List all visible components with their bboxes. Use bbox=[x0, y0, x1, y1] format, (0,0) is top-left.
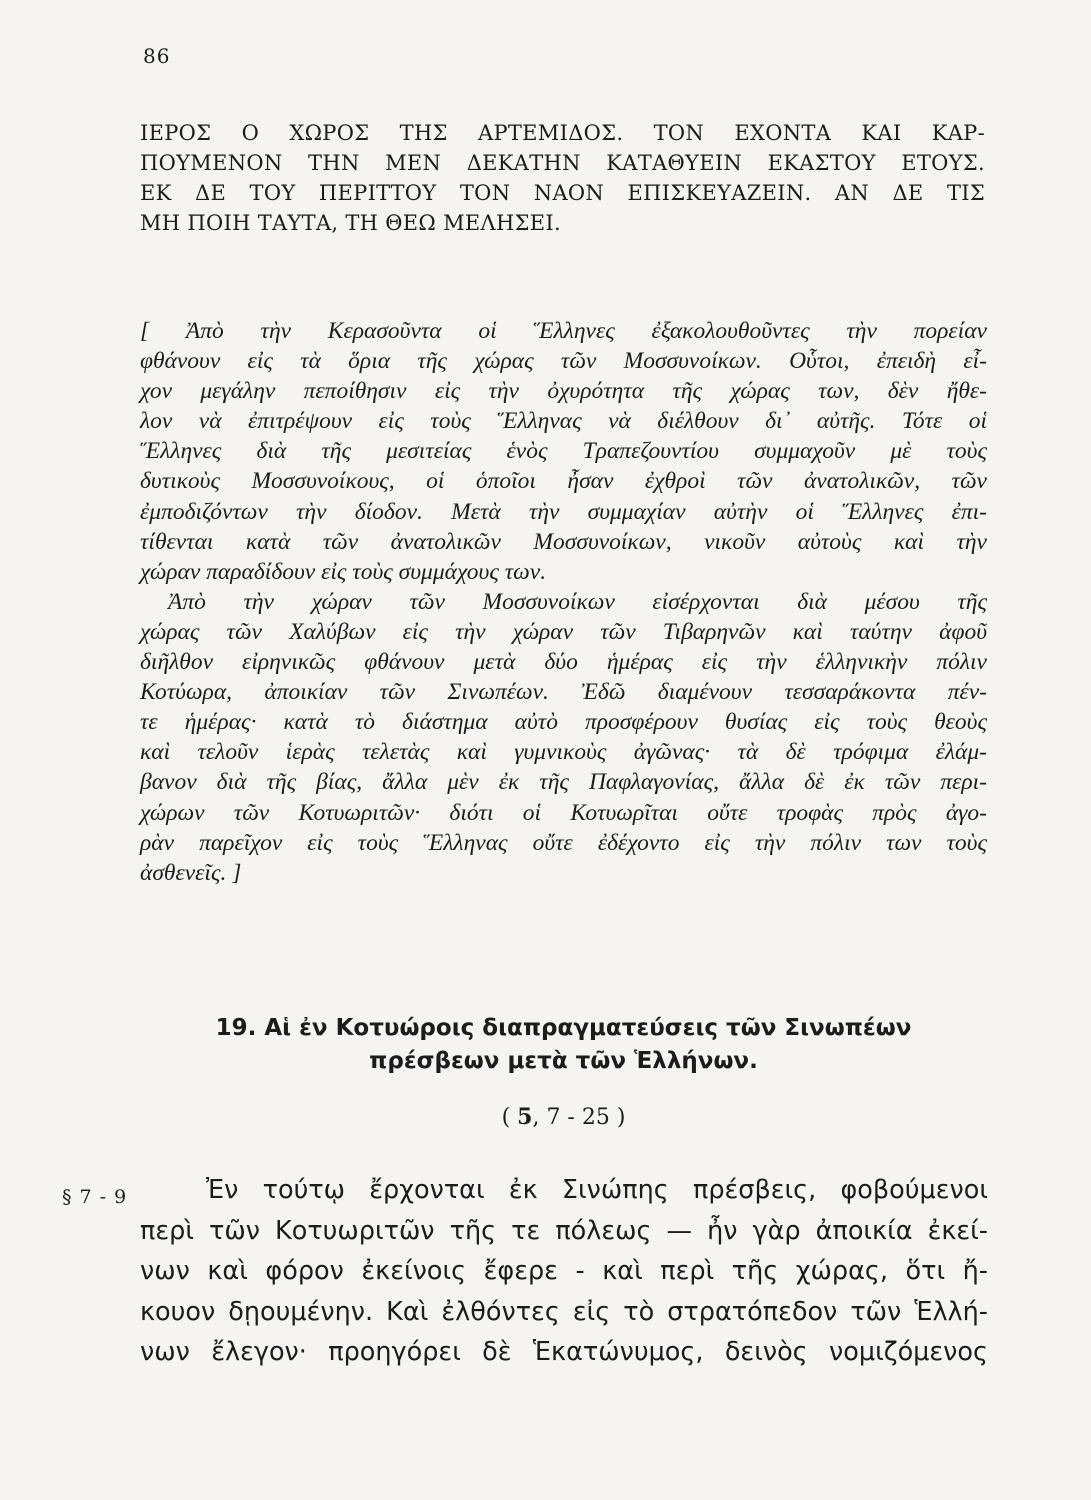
summary-line: τε ἡμέρας· κατὰ τὸ διάστημα αὐτὸ προσφέρουν θυσίας εἰς τοὺς θεοὺς bbox=[140, 709, 987, 736]
summary-line: ἀσθενεῖς. ] bbox=[140, 859, 242, 886]
summary-line: τίθενται κατὰ τῶν ἀνατολικῶν Μοσσυνοίκων, νικοῦν αὐτοὺς καὶ τὴν bbox=[140, 528, 987, 555]
chapter-ref-range: , 7 - 25 ) bbox=[532, 1105, 626, 1130]
summary-paragraph bbox=[140, 316, 987, 888]
summary-line: καὶ τελοῦν ἱερὰς τελετὰς καὶ γυμνικοὺς ἀγῶνας· τὰ δὲ τρόφιμα ἐλάμ- bbox=[140, 739, 987, 766]
summary-line: Κοτύωρα, ἀποικίαν τῶν Σινωπέων. Ἐδῶ διαμένουν τεσσαράκοντα πέν- bbox=[140, 679, 987, 706]
summary-line: χώρας τῶν Χαλύβων εἰς τὴν χώραν τῶν Τιβαρηνῶν καὶ ταύτην ἀφοῦ bbox=[140, 618, 987, 645]
summary-line: φθάνουν εἰς τὰ ὅρια τῆς χώρας τῶν Μοσσυνοίκων. Οὗτοι, ἐπειδὴ εἶ- bbox=[140, 348, 987, 375]
inscription-line: ΠΟΥΜΕΝΟΝ ΤΗΝ ΜΕΝ ΔΕΚΑΤΗΝ ΚΑΤΑΘΥΕΙΝ ΕΚΑΣΤΟΥ ΕΤΟΥΣ. bbox=[140, 151, 985, 175]
page-number: 86 bbox=[143, 44, 171, 68]
summary-line: χώραν παραδίδουν εἰς τοὺς συμμάχους των. bbox=[140, 558, 547, 585]
summary-line: δυτικοὺς Μοσσυνοίκους, οἱ ὁποῖοι ἦσαν ἐχθροὶ τῶν ἀνατολικῶν, τῶν bbox=[140, 468, 987, 495]
summary-line: ρὰν παρεῖχον εἰς τοὺς Ἕλληνας οὔτε ἐδέχοντο εἰς τὴν πόλιν των τοὺς bbox=[140, 829, 987, 856]
summary-line: χώρων τῶν Κοτυωριτῶν· διότι οἱ Κοτυωρῖται οὔτε τροφὰς πρὸς ἀγο- bbox=[140, 799, 987, 826]
body-line: νων ἔλεγον· προηγόρει δὲ Ἑκατώνυμος, δεινὸς νομιζόμενος bbox=[140, 1337, 988, 1367]
chapter-heading bbox=[140, 1012, 987, 1078]
chapter-ref-book: 5 bbox=[517, 1104, 533, 1130]
chapter-number: 19. bbox=[215, 1015, 257, 1041]
summary-line: ἐμποδιζόντων τὴν δίοδον. Μετὰ τὴν συμμαχίαν αὐτὴν οἱ Ἕλληνες ἐπι- bbox=[140, 498, 987, 525]
chapter-title-line-1 bbox=[140, 1012, 987, 1045]
body-line: νων καὶ φόρον ἐκείνοις ἔφερε - καὶ περὶ τῆς χώρας, ὅτι ἤ- bbox=[140, 1256, 988, 1286]
inscription-text bbox=[140, 118, 985, 238]
chapter-ref-open: ( bbox=[501, 1105, 518, 1130]
body-line: Ἐν τούτῳ ἔρχονται ἐκ Σινώπης πρέσβεις, φοβούμενοι bbox=[206, 1175, 988, 1205]
summary-line: Ἀπὸ τὴν χώραν τῶν Μοσσυνοίκων εἰσέρχονται διὰ μέσου τῆς bbox=[168, 588, 987, 615]
chapter-reference bbox=[140, 1104, 987, 1130]
inscription-line: ΙΕΡΟΣ Ο ΧΩΡΟΣ ΤΗΣ ΑΡΤΕΜΙΔΟΣ. ΤΟΝ ΕΧΟΝΤΑ ΚΑΙ ΚΑΡ- bbox=[140, 121, 985, 145]
summary-line: Ἕλληνες διὰ τῆς μεσιτείας ἑνὸς Τραπεζουντίου συμμαχοῦν μὲ τοὺς bbox=[140, 438, 987, 465]
inscription-line: ΕΚ ΔΕ ΤΟΥ ΠΕΡΙΤΤΟΥ ΤΟΝ ΝΑΟΝ ΕΠΙΣΚΕΥΑΖΕΙΝ. ΑΝ ΔΕ ΤΙΣ bbox=[140, 181, 985, 205]
chapter-title-line-2: πρέσβεων μετὰ τῶν Ἑλλήνων. bbox=[369, 1048, 758, 1074]
summary-line: [ Ἀπὸ τὴν Κερασοῦντα οἱ Ἕλληνες ἐξακολουθοῦντες τὴν πορείαν bbox=[140, 318, 987, 344]
summary-line: λον νὰ ἐπιτρέψουν εἰς τοὺς Ἕλληνας νὰ διέλθουν δι᾽ αὐτῆς. Τότε οἱ bbox=[140, 408, 987, 435]
inscription-line: ΜΗ ΠΟΙΗ ΤΑΥΤΑ, ΤΗ ΘΕΩ ΜΕΛΗΣΕΙ. bbox=[140, 211, 561, 235]
chapter-title-text: Αἱ ἐν Κοτυώροις διαπραγματεύσεις τῶν Σινωπέων bbox=[264, 1015, 912, 1041]
body-line: περὶ τῶν Κοτυωριτῶν τῆς τε πόλεως — ἦν γὰρ ἀποικία ἐκεί- bbox=[140, 1215, 988, 1246]
greek-body-text bbox=[140, 1170, 988, 1373]
margin-section-note: § 7 - 9 bbox=[62, 1186, 128, 1208]
summary-line: βανον διὰ τῆς βίας, ἄλλα μὲν ἐκ τῆς Παφλαγονίας, ἄλλα δὲ ἐκ τῶν περι- bbox=[140, 769, 987, 796]
summary-line: διῆλθον εἰρηνικῶς φθάνουν μετὰ δύο ἡμέρας εἰς τὴν ἑλληνικὴν πόλιν bbox=[140, 649, 987, 676]
summary-line: χον μεγάλην πεποίθησιν εἰς τὴν ὀχυρότητα τῆς χώρας των, δὲν ἤθε- bbox=[140, 378, 987, 405]
body-line: κουον δῃουμένην. Καὶ ἐλθόντες εἰς τὸ στρατόπεδον τῶν Ἑλλή- bbox=[140, 1296, 988, 1327]
